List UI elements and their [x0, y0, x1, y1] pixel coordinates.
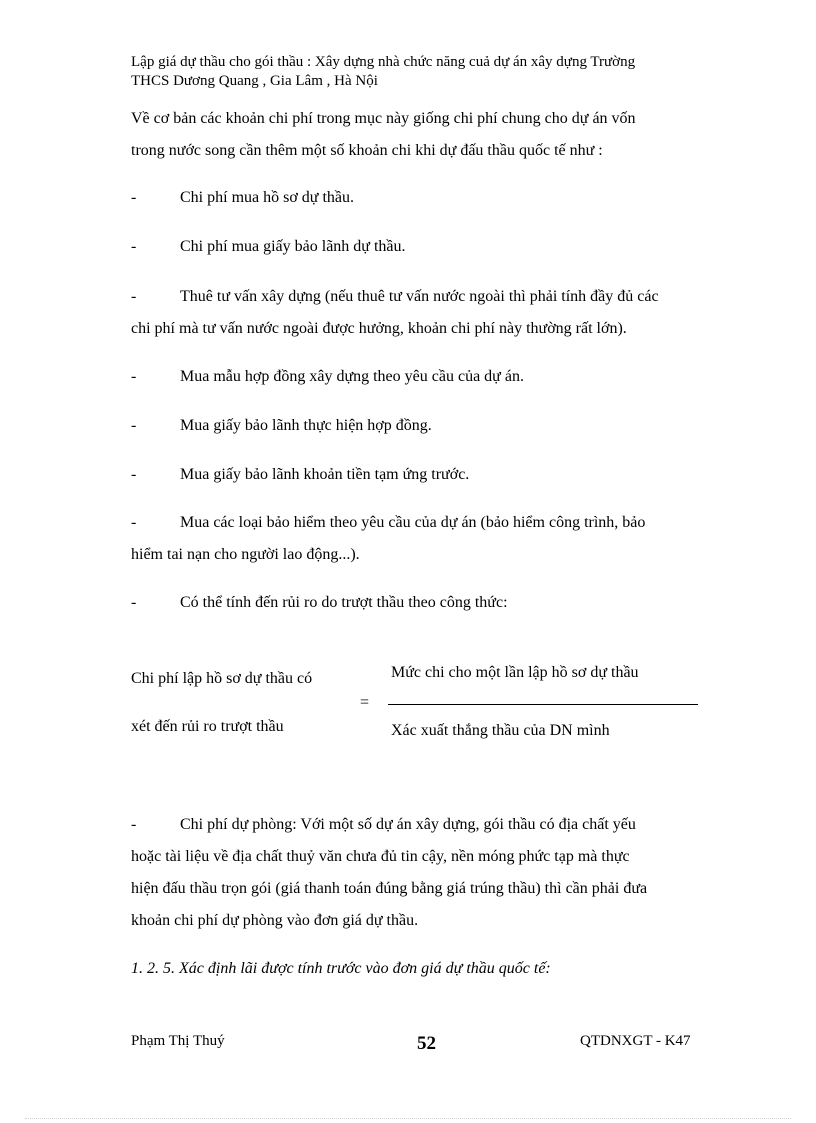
bullet-dash: - [131, 368, 137, 385]
list-item-text: Mua mẫu hợp đồng xây dựng theo yêu cầu của dự án. [180, 368, 524, 385]
contingency-paragraph [131, 809, 701, 937]
list-item [131, 182, 701, 214]
page-edge-divider [25, 1118, 791, 1119]
list-item-text: Mua các loại bảo hiểm theo yêu cầu của dự án (bảo hiểm công trình, bảo [180, 514, 646, 531]
fraction-bar [388, 704, 698, 705]
list-item-text: Chi phí mua giấy bảo lãnh dự thầu. [180, 238, 406, 255]
list-item [131, 459, 701, 491]
bullet-dash: - [131, 238, 137, 255]
list-item [131, 410, 701, 442]
list-item [131, 587, 701, 619]
header-line-1: Lập giá dự thầu cho gói thầu : Xây dựng nhà chức năng cuả dự án xây dựng Trường [131, 54, 636, 70]
section-heading: 1. 2. 5. Xác định lãi được tính trước vào đơn giá dự thầu quốc tế: [131, 960, 551, 977]
formula-left-line-2: xét đến rủi ro trượt thầu [131, 718, 284, 735]
list-item-continuation: chi phí mà tư vấn nước ngoài được hưởng, khoản chi phí này thường rất lớn). [131, 320, 627, 337]
list-item-text: Mua giấy bảo lãnh khoản tiền tạm ứng trước. [180, 466, 470, 483]
list-item-continuation: hiểm tai nạn cho người lao động...). [131, 546, 360, 563]
list-item-text: Có thể tính đến rủi ro do trượt thầu theo công thức: [180, 594, 508, 611]
contingency-line-2: hoặc tài liệu về địa chất thuỷ văn chưa đủ tin cậy, nền móng phức tạp mà thực [131, 848, 630, 865]
header-line-2: THCS Dương Quang , Gia Lâm , Hà Nội [131, 73, 378, 89]
footer-author: Phạm Thị Thuý [131, 1033, 225, 1049]
formula-equals: = [360, 694, 370, 711]
formula-denominator: Xác xuất thắng thầu của DN mình [391, 722, 610, 739]
bullet-dash: - [131, 417, 137, 434]
list-item-text: Chi phí mua hồ sơ dự thầu. [180, 189, 355, 206]
contingency-line-4: khoản chi phí dự phòng vào đơn giá dự thầu. [131, 912, 419, 929]
list-item-text: Thuê tư vấn xây dựng (nếu thuê tư vấn nước ngoài thì phải tính đầy đủ các [180, 288, 659, 305]
contingency-line-1: Chi phí dự phòng: Với một số dự án xây dựng, gói thầu có địa chất yếu [180, 816, 636, 833]
formula-left-line-1: Chi phí lập hồ sơ dự thầu có [131, 670, 313, 687]
bullet-dash: - [131, 189, 137, 206]
bullet-dash: - [131, 594, 137, 611]
list-item [131, 281, 701, 345]
intro-paragraph [131, 103, 701, 167]
page-number: 52 [417, 1033, 436, 1054]
footer-code: QTDNXGT - K47 [580, 1033, 691, 1049]
intro-line-1: Về cơ bản các khoản chi phí trong mục này giống chi phí chung cho dự án vốn [131, 110, 636, 127]
bullet-dash: - [131, 466, 137, 483]
list-item [131, 231, 701, 263]
list-item-text: Mua giấy bảo lãnh thực hiện hợp đồng. [180, 417, 432, 434]
formula-numerator: Mức chi cho một lần lập hồ sơ dự thầu [391, 664, 639, 681]
intro-line-2: trong nước song cần thêm một số khoản chi khi dự đấu thầu quốc tế như : [131, 142, 603, 159]
running-header [131, 53, 691, 91]
list-item [131, 507, 701, 571]
contingency-line-3: hiện đấu thầu trọn gói (giá thanh toán đúng bằng giá trúng thầu) thì cần phải đưa [131, 880, 648, 897]
bullet-dash: - [131, 288, 137, 305]
bullet-dash: - [131, 816, 137, 833]
bullet-dash: - [131, 514, 137, 531]
list-item [131, 361, 701, 393]
